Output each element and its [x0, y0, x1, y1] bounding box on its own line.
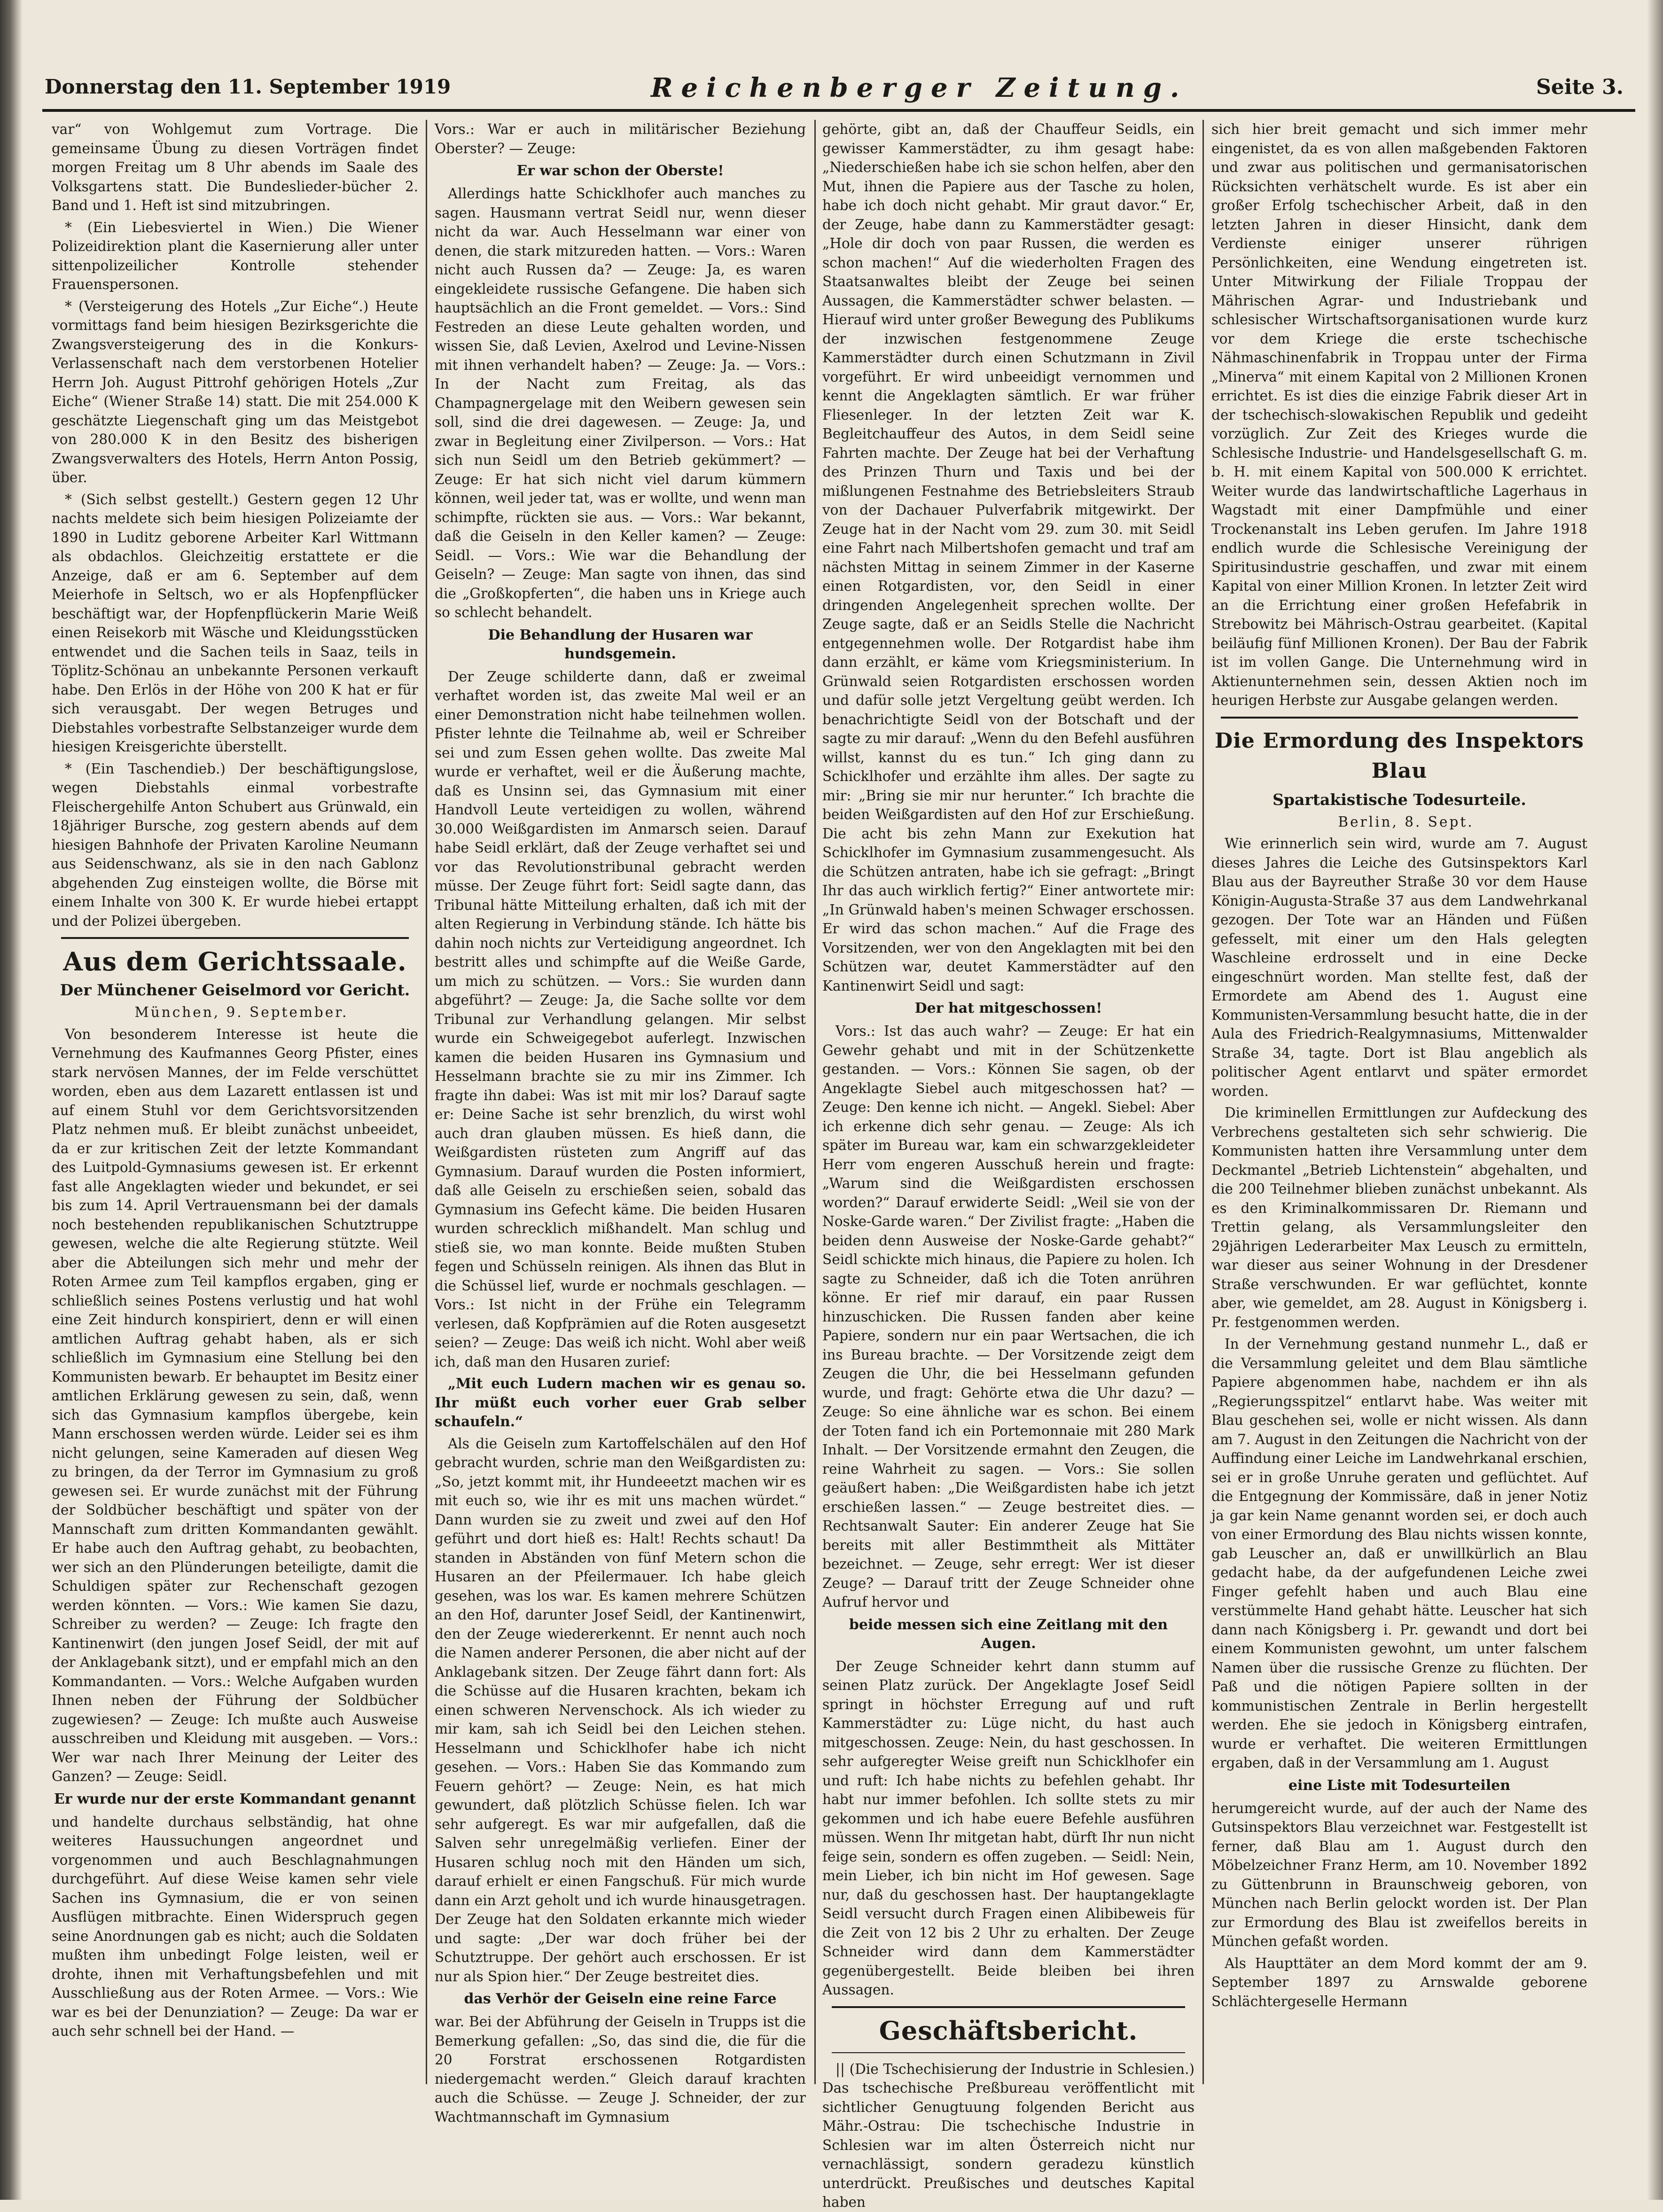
article-title: Die Ermordung des Inspektors Blau: [1215, 728, 1584, 783]
paragraph: Wie erinnerlich sein wird, wurde am 7. August dieses Jahres die Leiche des Gutsinspektors Karl Blau aus der Bayreuther Straße 30 vor dem Hause Königin-Augusta-Straße 37 aus dem Landwehrkanal gezogen. Der Tote war an Händen und Füßen gefesselt, mit einer um den Hals gelegten Waschleine erdrosselt und in eine Decke eingeschnürt worden. Man stellte fest, daß der Ermordete am Abend des 1. August eine Kommunisten-Versammlung besucht hatte, die in der Aula des Friedrich-Realgymnasiums, Mittenwalder Straße 34, tagte. Dort ist Blau angeblich als politischer Agent entlarvt und später ermordet worden.: [1211, 836, 1587, 1099]
dateline: München, 9. September.: [134, 1004, 349, 1020]
section-divider: [832, 2006, 1185, 2008]
paragraph: gehörte, gibt an, daß der Chauffeur Seidls, ein gewisser Kammerstädter, zu ihm gesagt habe: „Niederschießen habe ich sie schon helfen, aber den Mut, ihnen die Papiere aus der Tasche zu holen, habe ich doch nicht gehabt. Mir graut davor.“ Er, der Zeuge, habe dann zu Kammerstädter gesagt: „Hole dir doch von paar Russen, die werden es schon machen!“ Auf die wiederholten Fragen des Staatsanwaltes bleibt der Zeuge bei seinen Aussagen, die Kammerstädter schwer belasten. — Hierauf wird unter großer Bewegung des Publikums der inzwischen festgenommene Zeuge Kammerstädter durch einen Schutzmann in Zivil vorgeführt. Er wird unbeeidigt vernommen und kennt die Angeklagten sämtlich. Er war früher Fliesenleger. In der letzten Zeit war K. Begleitchauffeur des Autos, in dem Seidl seine Fahrten machte. Der Zeuge hat bei der Verhaftung des Prinzen Thurn und Taxis und bei der mißlungenen Festnahme des Betriebsleiters Straub von der Dachauer Pulverfabrik mitgewirkt. Der Zeuge hat in der Nacht vom 29. zum 30. mit Seidl eine Fahrt nach Milbertshofen gemacht und traf am nächsten Mittag in seinem Zimmer in der Kaserne einen Rotgardisten, vor, den Seidl in einer dringenden Angelegenheit sprechen wollte. Der Zeuge sagte, daß er an Seidls Stelle die Nachricht entgegennehmen wolle. Der Rotgardist habe ihm dann erzählt, er käme vom Kriegsministerium. In Grünwald seien Rotgardisten erschossen worden und dafür solle jetzt Vergeltung geübt werden. Ich benachrichtigte Seidl von der Botschaft und der sagte zu mir darauf: „Wenn du den Befehl ausführen willst, kannst du es tun.“ Ich ging dann zu Schicklhofer und erzählte ihm alles. Der sagte zu mir: „Bring sie mir nur herunter.“ Ich brachte die beiden Weißgardisten auf den Hof zur Erschießung. Die acht bis zehn Mann zur Exekution hat Schicklhofer im Gymnasium zusammengesucht. Als die Schützen antraten, habe ich sie gefragt: „Bringt Ihr das auch wirklich fertig?“ Einer antwortete mir: „In Grünwald haben's meinen Schwager erschossen. Er wird das schon machen.“ Auf die Frage des Vorsitzenden, wer von den Angeklagten mit bei den Schützen war, deutet Kammerstädter auf den Kantinenwirt Seidl und sagt:: [822, 121, 1195, 994]
scan-edge-shadow-right: [1647, 0, 1663, 2200]
paragraph: Die kriminellen Ermittlungen zur Aufdeckung des Verbrechens gestalteten sich sehr schwierig. Die Kommunisten hatten ihre Versammlung unter dem Deckmantel „Betrieb Lichtenstein“ abgehalten, und die 200 Teilnehmer blieben zunächst unbekannt. Als es den Kriminalkommissaren Dr. Riemann und Trettin gelang, als Versammlungsleiter den 29jährigen Lederarbeiter Max Leusch zu ermitteln, war dieser aus seiner Wohnung in der Dresdener Straße verschwunden. Er war geflüchtet, konnte aber, wie gemeldet, am 28. August in Königsberg i. Pr. festgenommen werden.: [1211, 1105, 1587, 1330]
paragraph: Vors.: War er auch in militärischer Beziehung Oberster? — Zeuge:: [435, 121, 806, 156]
subheading: eine Liste mit Todesurteilen: [1288, 1777, 1511, 1794]
subheading: Der hat mitgeschossen!: [914, 1000, 1102, 1016]
news-item: * (Sich selbst gestellt.) Gestern gegen 12 Uhr nachts meldete sich beim hiesigen Polizeiamte der 1890 in Luditz geborene Arbeiter Karl Wittmann als obdachlos. Gleichzeitig erstattete er die Anzeige, daß er am 6. September auf dem Meierhofe in Seltsch, wo er als Hopfenpflücker beschäftigt war, der Hopfenpflückerin Marie Weiß einen Reisekorb mit Wäsche und Kleidungsstücken entwendet und die Sachen teils in Saaz, teils in Töplitz-Schönau an unbekannte Personen verkauft habe. Den Erlös in der Höhe von 200 K hat er für sich verausgabt. Der wegen Betruges und Diebstahles vorbestrafte Selbstanzeiger wurde dem hiesigen Kreisgerichte überstellt.: [52, 491, 418, 755]
column-1: [52, 120, 418, 2070]
subheading: das Verhör der Geiseln eine reine Farce: [464, 1991, 777, 2007]
paragraph: In der Vernehmung gestand nunmehr L., daß er die Versammlung geleitet und dem Blau sämtliche Papiere abgenommen habe, nachdem er ihn als „Regierungsspitzel“ entlarvt habe. Was weiter mit Blau geschehen sei, wolle er nicht wissen. Als dann am 7. August in den Zeitungen die Nachricht von der Auffindung einer Leiche im Landwehrkanal erschien, sei er in große Unruhe geraten und geflüchtet. Auf die Entgegnung der Kommissäre, daß in jener Notiz ja gar kein Name genannt worden sei, er doch auch von einer Ermordung des Blau nichts wissen konnte, gab Leuscher an, daß er unwillkürlich an Blau gedacht habe, da der aufgefundenen Leiche zwei Finger gefehlt haben und auch Blau eine verstümmelte Hand gehabt hätte. Leuscher hat sich dann nach Königsberg i. Pr. gewandt und dort bei einem Kommunisten gewohnt, um unter falschem Namen über die russische Grenze zu flüchten. Der Paß und die nötigen Papiere sollten in der kommunistischen Zentrale in Berlin hergestellt werden. Ehe sie jedoch in Königsberg eintrafen, wurde er verhaftet. Die weiteren Ermittlungen ergaben, daß in der Versammlung am 1. August: [1211, 1336, 1587, 1771]
paragraph: Der Zeuge schilderte dann, daß er zweimal verhaftet worden ist, das zweite Mal weil er an einer Demonstration nicht habe teilnehmen wollen. Pfister lehnte die Teilnahme ab, weil er Schreiber sei und zum Essen gehen wollte. Das zweite Mal wurde er verhaftet, weil er die Äußerung machte, daß es Unsinn sei, das Gymnasium mit einer Handvoll Leute verteidigen zu wollen, während 30.000 Weißgardisten im Anmarsch seien. Darauf habe Seidl erklärt, daß der Zeuge verhaftet sei und vor das Revolutionstribunal gebracht werden müsse. Der Zeuge führt fort: Seidl sagte dann, das Tribunal hätte Mitteilung erhalten, daß ich mit der alten Regierung in Verbindung stände. Ich hätte bis dahin noch nichts zur Verteidigung angeordnet. Ich bestritt alles und schimpfte auf die Weiße Garde, um mich zu schützen. — Vors.: Sie wurden dann abgeführt? — Zeuge: Ja, die Sache sollte vor dem Tribunal zur Verhandlung gelangen. Mir selbst wurde ein Schweigegebot auferlegt. Inzwischen kamen die beiden Husaren ins Gymnasium und Hesselmann brachte sie zu mir ins Zimmer. Ich fragte ihn dabei: Was ist mit mir los? Darauf sagte er: Deine Sache ist sehr brenzlich, du wirst wohl auch dran glauben müssen. Es hieß dann, die Weißgardisten rüsteten zum Angriff auf das Gymnasium. Darauf wurden die Posten informiert, daß alle Geiseln zu erschießen seien, sobald das Gymnasium ins Gefecht käme. Die beiden Husaren wurden schrecklich mißhandelt. Man schlug und stieß sie, wo man konnte. Beide mußten Stuben fegen und Schüsseln reinigen. Als ihnen das Blut in die Schüssel lief, wurde er nochmals geschlagen. — Vors.: Ist nicht in der Frühe ein Telegramm verlesen, daß Kopfprämien auf die Roten ausgesetzt seien? — Zeuge: Das weiß ich nicht. Wohl aber weiß ich, daß man den Husaren zurief:: [435, 668, 806, 1370]
news-item: * (Versteigerung des Hotels „Zur Eiche“.) Heute vormittags fand beim hiesigen Bezirksgerichte die Zwangsversteigerung des in die Konkurs-Verlassenschaft nach dem verstorbenen Hotelier Herrn Joh. August Pittrohf gehörigen Hotels „Zur Eiche“ (Wiener Straße 14) statt. Die mit 254.000 K geschätzte Liegenschaft ging um das Meistgebot von 280.000 K in den Besitz des bisherigen Zwangsverwalters des Hotels, Herrn Anton Possig, über.: [52, 298, 418, 485]
article-subtitle: Spartakistische Todesurteile.: [1273, 790, 1526, 809]
paragraph: || (Die Tschechisierung der Industrie in Schlesien.) Das tschechische Preßbureau veröffentlicht mit sichtlicher Genugtuung folgenden Bericht aus Mähr.-Ostrau: Die tschechische Industrie in Schlesien war im alten Österreich nicht nur vernachlässigt, sondern geradezu künstlich unterdrückt. Preußisches und deutsches Kapital haben: [822, 2061, 1195, 2210]
section-divider: [61, 937, 409, 939]
section-divider: [1221, 717, 1578, 719]
newspaper-title: Reichenberger Zeitung.: [651, 72, 1188, 103]
paragraph: Vors.: Ist das auch wahr? — Zeuge: Er hat ein Gewehr gehabt und mit in der Schützenkette gestanden. — Vors.: Können Sie sagen, ob der Angeklagte Siebel auch mitgeschossen hat? — Zeuge: Den kenne ich nicht. — Angekl. Siebel: Aber ich erkenne dich sehr genau. — Zeuge: Als ich später im Bureau war, kam ein schwarzgekleideter Herr vom engeren Ausschuß herein und fragte: „Warum sind die Weißgardisten erschossen worden?“ Darauf erwiderte Seidl: „Weil sie von der Noske-Garde waren.“ Der Zivilist fragte: „Haben die beiden denn Ausweise der Noske-Garde gehabt?“ Seidl schickte mich hinaus, die Papiere zu holen. Ich sagte zu Schneider, daß ich die Toten anrühren könne. Er rief mir darauf, ein paar Russen hinzuschicken. Die Russen fanden aber keine Papiere, sondern nur ein paar Wertsachen, die ich ins Bureau brachte. — Der Vorsitzende zeigt dem Zeugen die Uhr, die bei Hesselmann gefunden wurde, und fragt: Gehörte etwa die Uhr dazu? — Zeuge: So eine ähnliche war es schon. Bei einem der Toten fand ich ein Portemonnaie mit 280 Mark Inhalt. — Der Vorsitzende ermahnt den Zeugen, die reine Wahrheit zu sagen. — Vors.: Sie sollen geäußert haben: „Die Weißgardisten habe ich jetzt erschießen lassen.“ — Zeuge bestreitet dies. — Rechtsanwalt Sauter: Ein anderer Zeuge hat Sie bereits mit aller Bestimmtheit als Mittäter bezeichnet. — Zeuge, sehr erregt: Wer ist dieser Zeuge? — Darauf tritt der Zeuge Schneider ohne Aufruf hervor und: [822, 1023, 1195, 1610]
paragraph: var“ von Wohlgemut zum Vortrage. Die gemeinsame Übung zu diesen Vorträgen findet morgen Freitag um 8 Uhr abends im Saale des Volksgartens statt. Die Bundeslieder-bücher 2. Band und 1. Heft ist sind mitzubringen.: [52, 121, 418, 213]
paragraph: herumgereicht wurde, auf der auch der Name des Gutsinspektors Blau verzeichnet war. Festgestellt ist ferner, daß Blau am 1. August durch den Möbelzeichner Franz Herm, am 10. November 1892 zu Güttenbrunn in Braunschweig geboren, von München nach Berlin gelockt worden ist. Der Plan zur Ermordung des Blau ist zweifellos bereits in München gefaßt worden.: [1211, 1800, 1587, 1949]
paragraph: Als Haupttäter an dem Mord kommt der am 9. September 1897 zu Arnswalde geborene Schlächtergeselle Hermann: [1211, 1955, 1587, 2009]
issue-date: Donnerstag den 11. September 1919: [45, 75, 451, 98]
subheading: Er war schon der Oberste!: [516, 163, 724, 179]
quote: „Mit euch Ludern machen wir es genau so. Ihr müßt euch vorher euer Grab selber schaufeln.“: [435, 1375, 806, 1430]
column-rule: [814, 120, 816, 2084]
column-3: [822, 120, 1195, 2210]
paragraph: und handelte durchaus selbständig, hat ohne weiteres Haussuchungen angeordnet und vorgenommen und auch Beschlagnahmungen durchgeführt. Auf diese Weise kamen sehr viele Sachen ins Gymnasium, die er von seinen Ausflügen mitbrachte. Einen Widerspruch gegen seine Anordnungen gab es nicht; auch die Soldaten mußten ihm unbedingt Folge leisten, weil er drohte, ihnen mit Verhaftungsbefehlen und mit Ausschließung aus der Roten Armee. — Vors.: Wie war es bei der Denunziation? — Zeuge: Da war er auch sehr schnell bei der Hand. —: [52, 1813, 418, 2039]
column-4: [1211, 120, 1587, 2070]
section-divider: [832, 2052, 1185, 2053]
section-title: Geschäftsbericht.: [879, 2015, 1138, 2046]
paragraph: war. Bei der Abführung der Geiseln in Trupps ist die Bemerkung gefallen: „So, das sind die, die für die 20 Forstrat erschossenen Rotgardisten niedergemacht werden.“ Gleich darauf krachten auch die Schüsse. — Zeuge J. Schneider, der zur Wachtmannschaft im Gymnasium: [435, 2014, 806, 2125]
page-number: Seite 3.: [1536, 75, 1624, 99]
subheading: beide messen sich eine Zeitlang mit den Augen.: [849, 1616, 1168, 1652]
news-item: * (Ein Taschendieb.) Der beschäftigungslose, wegen Diebstahls einmal vorbestrafte Fleischergehilfe Anton Schubert aus Grünwald, ein 18jähriger Bursche, zog gestern abends auf dem hiesigen Bahnhofe der Privaten Karoline Neumann aus Seidenschwanz, als sie in den nach Gablonz abgehenden Zug einsteigen wollte, die Börse mit einem Inhalte von 300 K. Er wurde hiebei ertappt und der Polizei übergeben.: [52, 760, 418, 929]
article-title: Der Münchener Geiselmord vor Gericht.: [60, 981, 410, 999]
scan-edge-shadow: [0, 0, 23, 2200]
header-rule: [42, 109, 1635, 112]
paragraph: Von besonderem Interesse ist heute die Vernehmung des Kaufmannes Georg Pfister, eines stark nervösen Mannes, der im Felde verschüttet worden, eben aus dem Lazarett entlassen ist und auf einem Stuhl vor dem Gerichtsvorsitzenden Platz nehmen muß. Er bleibt zunächst unbeeidet, da er zur kritischen Zeit der letzte Kommandant des Luitpold-Gymnasiums gewesen ist. Er erkennt fast alle Angeklagten wieder und bekundet, er sei bis zum 14. April Vertrauensmann bei der damals noch bestehenden republikanischen Schutztruppe gewesen, welche die alte Regierung stützte. Weil aber die Abteilungen sich mehr und mehr der Roten Armee zum Teil kampflos ergaben, ging er schließlich seines Postens verlustig und hat wohl eine Zeit hindurch konspiriert, denn er will einen amtlichen Auftrag gehabt haben, als er sich schließlich im Gymnasium eine Stellung bei den Kommunisten bewarb. Er behauptet im Besitz einer amtlichen Erklärung gewesen zu sein, daß, wenn sich das Gymnasium kampflos übergebe, kein Mann erschossen werden würde. Leider sei es ihm nicht gelungen, seine Kameraden auf diesen Weg zu bringen, da der Terror im Gymnasium zu groß gewesen sei. Er wurde zunächst mit der Führung der Soldbücher beschäftigt und später von der Mannschaft zum dritten Kommandanten gewählt. Er habe auch den Auftrag gehabt, zu beobachten, wer sich an den Plünderungen beteiligte, damit die Schuldigen später zur Rechenschaft gezogen werden könnten. — Vors.: Wie kamen Sie dazu, Schreiber zu werden? — Zeuge: Ich fragte den Kantinenwirt (den jungen Josef Seidl, der mit auf der Anklagebank sitzt), und er empfahl mich an den Kommandanten. — Vors.: Welche Aufgaben wurden Ihnen neben der Führung der Soldbücher zugewiesen? — Zeuge: Ich mußte auch Ausweise ausschreiben und Kleidung mit ausgeben. — Vors.: Wer war nach Ihrer Meinung der Leiter des Ganzen? — Zeuge: Seidl.: [52, 1026, 418, 1784]
paragraph: Der Zeuge Schneider kehrt dann stumm auf seinen Platz zurück. Der Angeklagte Josef Seidl springt in höchster Erregung auf und ruft Kammerstädter zu: Lüge nicht, du hast auch mitgeschossen. Zeuge: Nein, du hast geschossen. In sehr aufgeregter Weise greift nun Schicklhofer ein und ruft: Ich habe nichts zu befehlen gehabt. Ihr habt nur immer befohlen. Ich sollte stets zu mir gekommen und ich habe euere Befehle ausführen müssen. Wenn Ihr mitgetan habt, dürft Ihr nun nicht feige sein, sondern es offen zugeben. — Seidl: Nein, mein Lieber, ich bin nicht im Hof gewesen. Sage nur, daß du geschossen hast. Der hauptangeklagte Seidl versucht durch Fragen einen Alibibeweis für die Zeit von 12 bis 2 Uhr zu erhalten. Der Zeuge Schneider wird dann dem Kammerstädter gegenübergestellt. Beide bleiben bei ihren Aussagen.: [822, 1658, 1195, 1998]
column-rule: [426, 120, 427, 2084]
section-title: Aus dem Gerichtssaale.: [63, 946, 407, 977]
paragraph: Allerdings hatte Schicklhofer auch manches zu sagen. Hausmann vertrat Seidl nur, wenn dieser nicht da war. Auch Hesselmann war einer von denen, die stark mitzureden hatten. — Vors.: Waren nicht auch Russen da? — Zeuge: Ja, es waren eingekleidete russische Gefangene. Die haben sich hauptsächlich an die Front gemeldet. — Vors.: Sind Festreden an diese Leute gehalten worden, und wissen Sie, daß Levien, Axelrod und Levine-Nissen mit ihnen verhandelt haben? — Zeuge: Ja. — Vors.: In der Nacht zum Freitag, als das Champagnergelage mit den Weibern gewesen sein soll, sind die drei dagewesen. — Zeuge: Ja, und zwar in Begleitung einer Zivilperson. — Vors.: Hat sich nun Seidl um den Betrieb gekümmert? — Zeuge: Er hat sich nicht viel darum kümmern können, weil jeder tat, was er wollte, und wenn man schimpfte, rückten sie aus. — Vors.: War bekannt, daß die Geiseln in den Keller kamen? — Zeuge: Seidl. — Vors.: Wie war die Behandlung der Geiseln? — Zeuge: Man sagte von ihnen, das sind die „Großkopferten“, die haben uns in Kriege auch so schlecht behandelt.: [435, 186, 806, 620]
paragraph: sich hier breit gemacht und sich immer mehr eingenistet, da es von allen maßgebenden Faktoren und zwar aus politischen und germanisatorischen Rücksichten verhätschelt wurde. Es ist aber ein großer Erfolg tschechischer Arbeit, daß in den letzten Jahren in dieser Hinsicht, dank dem Verdienste einiger unserer rührigen Persönlichkeiten, eine Wendung eingetreten ist. Unter Mitwirkung der Filiale Troppau der Mährischen Agrar- und Industriebank und schlesischer Wirtschaftsorganisationen wurde kurz vor dem Kriege die erste tschechische Nähmaschinenfabrik in Troppau unter der Firma „Minerva“ mit einem Kapital von 2 Millionen Kronen errichtet. Es ist dies die einzige Fabrik dieser Art in der tschechisch-slowakischen Republik und gedeiht vorzüglich. Zur Zeit des Krieges wurde die Schlesische Industrie- und Handelsgesellschaft G. m. b. H. mit einem Kapital von 500.000 K errichtet. Weiter wurde das landwirtschaftliche Lagerhaus in Wagstadt mit einer Dampfmühle und einer Trockenanstalt ins Leben gerufen. Im Jahre 1918 endlich wurde die Schlesische Vereinigung der Spiritusindustrie geschaffen, und zwar mit einem Kapital von einer Million Kronen. In letzter Zeit wird an die Errichtung einer großen Hefefabrik in Strebowitz bei Mährisch-Ostrau gearbeitet. (Kapital beiläufig fünf Millionen Kronen). Der Bau der Fabrik ist im vollen Gange. Die Unternehmung wird in Aktienunternehmen sein, dessen Aktien noch im heurigen Herbste zur Ausgabe gelangen werden.: [1211, 121, 1587, 708]
subheading: Die Behandlung der Husaren war hundsgemein.: [488, 626, 753, 662]
column-2: [435, 120, 806, 2125]
subheading: Er wurde nur der erste Kommandant genannt: [54, 1790, 416, 1807]
dateline: Berlin, 8. Sept.: [1338, 813, 1474, 830]
page-header: [45, 70, 1633, 113]
column-rule: [1202, 120, 1204, 2084]
news-item: * (Ein Liebesviertel in Wien.) Die Wiener Polizeidirektion plant die Kasernierung aller unter sittenpolizeilicher Kontrolle stehender Frauenspersonen.: [52, 219, 418, 292]
paragraph: Als die Geiseln zum Kartoffelschälen auf den Hof gebracht wurden, schrie man den Weißgardisten zu: „So, jetzt kommt mit, ihr Hundeeetzt machen wir es mit euch so, wie ihr es mit uns machen würdet.“ Dann wurden sie zu zweit und zwei auf den Hof geführt und dort hieß es: Halt! Rechts schaut! Da standen in Abständen von fünf Metern schon die Husaren an der Pfeilermauer. Ich habe gleich gesehen, was los war. Es kamen mehrere Schützen an den Hof, darunter Josef Seidl, der Kantinenwirt, den der Zeuge wiedererkennt. Er nennt auch noch die Namen anderer Personen, die aber nicht auf der Anklagebank sitzen. Der Zeuge fährt dann fort: Als die Schüsse auf die Husaren krachten, bekam ich einen schweren Nervenschock. Als ich wieder zu mir kam, sah ich Seidl bei den Leichen stehen. Hesselmann und Schicklhofer habe ich nicht gesehen. — Vors.: Haben Sie das Kommando zum Feuern gehört? — Zeuge: Nein, es hat mich gewundert, daß plötzlich Schüsse fielen. Ich war sehr aufgeregt. Es war mir aufgefallen, daß die Salven sehr unregelmäßig verliefen. Einer der Husaren schlug noch mit den Händen um sich, darauf erhielt er einen Fangschuß. Für mich wurde dann ein Arzt geholt und ich wurde hinausgetragen. Der Zeuge hat den Soldaten erkannte mich wieder und sagte: „Der war doch früher bei der Schutztruppe. Der gehört auch erschossen. Er ist nur als Spion hier.“ Der Zeuge bestreitet dies.: [435, 1435, 806, 1985]
